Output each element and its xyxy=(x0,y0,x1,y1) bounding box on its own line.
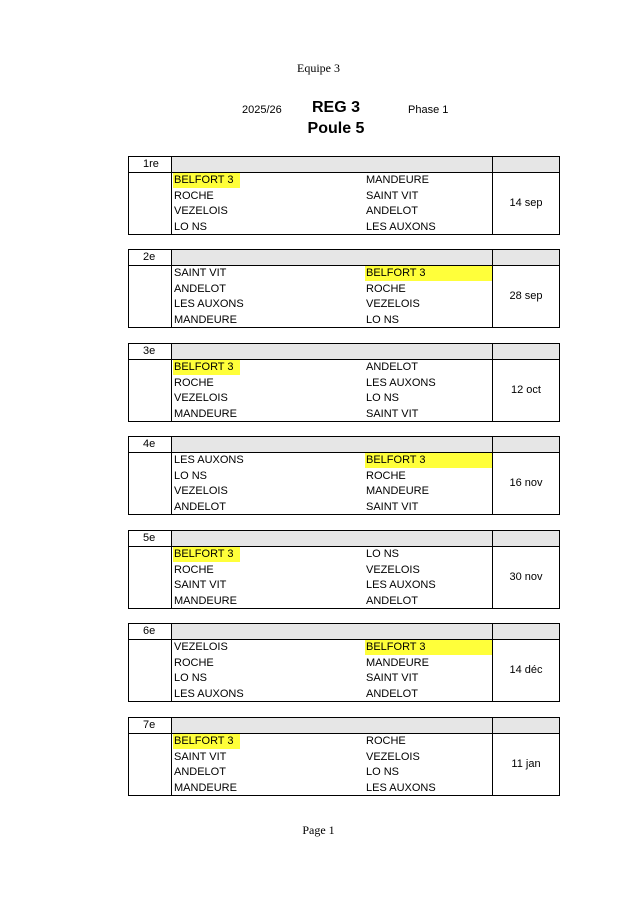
home-team: ROCHE xyxy=(174,563,214,576)
round-header xyxy=(129,157,559,173)
round-block xyxy=(128,343,560,422)
home-team: SAINT VIT xyxy=(174,750,227,763)
away-team: MANDEURE xyxy=(366,656,429,669)
round-date: 30 nov xyxy=(493,547,559,608)
match-row xyxy=(173,220,491,235)
match-row xyxy=(173,266,491,281)
away-team: LES AUXONS xyxy=(366,579,436,591)
home-team: LES AUXONS xyxy=(174,298,244,310)
round-header xyxy=(129,344,559,360)
home-team: ANDELOT xyxy=(174,500,226,513)
match-row xyxy=(173,376,491,391)
match-row xyxy=(173,500,491,515)
round-block xyxy=(128,530,560,609)
away-team: LES AUXONS xyxy=(366,781,436,794)
home-team: BELFORT 3 xyxy=(173,547,240,562)
match-row xyxy=(173,282,491,297)
away-team: LES AUXONS xyxy=(366,376,436,389)
round-block xyxy=(128,623,560,702)
away-team: LO NS xyxy=(366,766,400,778)
match-row xyxy=(173,297,491,312)
round-label: 4e xyxy=(129,437,171,452)
round-header xyxy=(129,531,559,547)
home-team: SAINT VIT xyxy=(174,579,227,591)
round-label: 2e xyxy=(129,250,171,265)
match-row xyxy=(173,563,491,578)
away-team: SAINT VIT xyxy=(366,189,419,202)
away-team: ANDELOT xyxy=(366,594,418,607)
round-block xyxy=(128,156,560,235)
match-row xyxy=(173,484,491,499)
round-header xyxy=(129,437,559,453)
away-team: LO NS xyxy=(366,313,400,326)
season-label: 2025/26 xyxy=(242,104,282,116)
away-team: MANDEURE xyxy=(366,174,429,186)
round-label: 3e xyxy=(129,344,171,359)
home-team: SAINT VIT xyxy=(174,267,227,279)
home-team: BELFORT 3 xyxy=(173,360,240,375)
round-date: 16 nov xyxy=(493,453,559,514)
home-team: ANDELOT xyxy=(174,766,226,778)
home-team: LES AUXONS xyxy=(174,687,244,700)
home-team: ROCHE xyxy=(174,189,214,202)
round-block xyxy=(128,717,560,796)
round-date: 14 sep xyxy=(493,173,559,234)
match-row xyxy=(173,640,491,655)
round-date: 28 sep xyxy=(493,266,559,327)
away-team: LO NS xyxy=(366,392,400,404)
column-divider xyxy=(171,624,172,701)
home-team: MANDEURE xyxy=(174,313,237,326)
round-label: 5e xyxy=(129,531,171,546)
away-team: BELFORT 3 xyxy=(365,453,492,468)
column-divider xyxy=(171,250,172,327)
round-header-bar xyxy=(172,718,559,733)
match-row xyxy=(173,578,491,593)
match-row xyxy=(173,671,491,686)
away-team: ROCHE xyxy=(366,469,406,482)
round-header xyxy=(129,718,559,734)
match-row xyxy=(173,407,491,422)
match-row xyxy=(173,734,491,749)
home-team: ROCHE xyxy=(174,656,214,669)
home-team: ROCHE xyxy=(174,376,214,389)
home-team: LO NS xyxy=(174,469,208,482)
phase-label: Phase 1 xyxy=(408,104,449,116)
column-divider xyxy=(171,531,172,608)
round-date: 11 jan xyxy=(493,734,559,795)
home-team: MANDEURE xyxy=(174,407,237,420)
match-row xyxy=(173,313,491,328)
round-label: 1re xyxy=(129,157,171,172)
match-row xyxy=(173,687,491,702)
away-team: ANDELOT xyxy=(366,205,418,217)
page-number: Page 1 xyxy=(302,823,335,837)
match-row xyxy=(173,204,491,219)
team-title: Equipe 3 xyxy=(297,61,340,75)
round-header-bar xyxy=(172,157,559,172)
round-date: 14 déc xyxy=(493,640,559,701)
round-header-bar xyxy=(172,531,559,546)
home-team: LO NS xyxy=(174,220,208,233)
away-team: SAINT VIT xyxy=(366,407,419,420)
round-block xyxy=(128,436,560,515)
match-row xyxy=(173,391,491,406)
match-row xyxy=(173,656,491,671)
match-row xyxy=(173,765,491,780)
away-team: SAINT VIT xyxy=(366,500,419,513)
match-row xyxy=(173,360,491,375)
home-team: VEZELOIS xyxy=(174,392,228,404)
away-team: VEZELOIS xyxy=(366,298,420,310)
match-row xyxy=(173,453,491,468)
round-header xyxy=(129,624,559,640)
round-label: 7e xyxy=(129,718,171,733)
round-header-bar xyxy=(172,437,559,452)
away-team: VEZELOIS xyxy=(366,563,420,576)
match-row xyxy=(173,750,491,765)
away-team: SAINT VIT xyxy=(366,672,419,684)
column-divider xyxy=(171,718,172,795)
home-team: ANDELOT xyxy=(174,282,226,295)
away-team: VEZELOIS xyxy=(366,750,420,763)
away-team: ROCHE xyxy=(366,282,406,295)
match-row xyxy=(173,547,491,562)
round-header xyxy=(129,250,559,266)
away-team: ANDELOT xyxy=(366,687,418,700)
away-team: LES AUXONS xyxy=(366,220,436,233)
home-team: MANDEURE xyxy=(174,781,237,794)
match-row xyxy=(173,469,491,484)
away-team: LO NS xyxy=(366,548,400,560)
home-team: VEZELOIS xyxy=(174,485,228,497)
round-block xyxy=(128,249,560,328)
division-title: REG 3 xyxy=(311,99,360,116)
column-divider xyxy=(171,344,172,421)
round-header-bar xyxy=(172,624,559,639)
home-team: MANDEURE xyxy=(174,594,237,607)
match-row xyxy=(173,781,491,796)
round-label: 6e xyxy=(129,624,171,639)
match-row xyxy=(173,173,491,188)
away-team: BELFORT 3 xyxy=(365,640,492,655)
away-team: ANDELOT xyxy=(366,361,418,373)
home-team: BELFORT 3 xyxy=(173,734,240,749)
home-team: VEZELOIS xyxy=(174,641,228,653)
match-row xyxy=(173,594,491,609)
column-divider xyxy=(171,437,172,514)
pool-title: Poule 5 xyxy=(307,120,365,137)
round-header-bar xyxy=(172,250,559,265)
round-header-bar xyxy=(172,344,559,359)
home-team: LES AUXONS xyxy=(174,454,244,466)
away-team: BELFORT 3 xyxy=(365,266,492,281)
away-team: MANDEURE xyxy=(366,485,429,497)
home-team: BELFORT 3 xyxy=(173,173,240,188)
home-team: VEZELOIS xyxy=(174,205,228,217)
column-divider xyxy=(171,157,172,234)
home-team: LO NS xyxy=(174,672,208,684)
away-team: ROCHE xyxy=(366,735,406,747)
match-row xyxy=(173,189,491,204)
round-date: 12 oct xyxy=(493,360,559,421)
